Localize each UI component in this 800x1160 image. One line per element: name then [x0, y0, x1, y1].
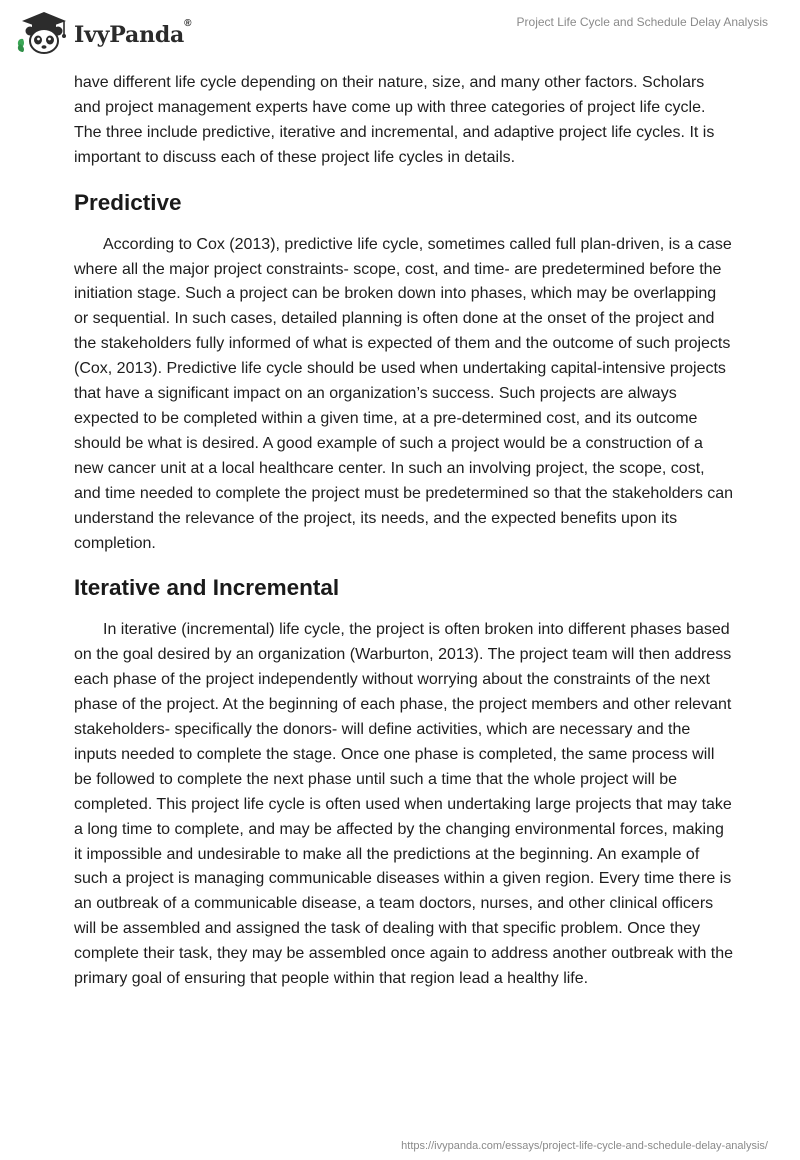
essay-content [74, 71, 734, 992]
registered-mark: ® [184, 18, 192, 29]
panda-graduate-icon [14, 8, 68, 58]
brand-name [74, 18, 192, 48]
ivypanda-logo[interactable] [14, 8, 191, 58]
section-heading-iterative: Iterative and Incremental [74, 575, 340, 601]
section-paragraph-iterative: In iterative (incremental) life cycle, the project is often broken into different phases based on the goal desired by an organization (Warburton, 2013). The project team will then address each phase of the project independently without worrying about the constraints of the next phase of the project. At the beginning of each phase, the project members and other relevant stakeholders- specifically the donors- will define activities, which are necessary and the inputs needed to complete the stage. Once one phase is completed, the same process will be followed to complete the next phase until such a time that the whole project will be completed. This project life cycle is often used when undertaking large projects that may take a long time to complete, and may be affected by the changing environmental forces, making it impossible and undesirable to make all the predictions at the beginning. An example of such a project is managing communicable diseases within a given region. Every time there is an outbreak of a communicable disease, a team doctors, nurses, and other clinical officers will be assembled and assigned the task of dealing with that specific problem. Once they complete their task, they may be assembled once again to address another outbreak with the primary goal of ensuring that people within that region lead a healthy life. [74, 621, 734, 988]
section-heading-predictive: Predictive [74, 189, 182, 215]
brand-label: IvyPanda [74, 22, 185, 48]
source-url[interactable]: https://ivypanda.com/essays/project-life-cycle-and-schedule-delay-analysis/ [401, 1140, 768, 1152]
section-paragraph-predictive: According to Cox (2013), predictive life cycle, sometimes called full plan-driven, is a case where all the major project constraints- scope, cost, and time- are predetermined before the initiation stage. Such a project can be broken down into phases, which may be overlapping or sequential. In such cases, detailed planning is often done at the onset of the project and the stakeholders fully informed of what is expected of them and the outcome of such projects (Cox, 2013). Predictive life cycle should be used when undertaking capital-intensive projects that have a significant impact on an organization’s success. Such projects are always expected to be completed within a given time, at a pre-determined cost, and its outcome should be what is desired. A good example of such a project would be a construction of a new cancer unit at a local healthcare center. In such an involving project, the scope, cost, and time needed to complete the project must be predetermined so that the stakeholders can understand the relevance of the project, its needs, and the expected benefits upon its completion. [74, 235, 734, 552]
document-title: Project Life Cycle and Schedule Delay Analysis [516, 15, 768, 29]
intro-paragraph: have different life cycle depending on their nature, size, and many other factors. Scholars and project management experts have come up with three categories of project life cycle. The three include predictive, iterative and incremental, and adaptive project life cycles. It is important to discuss each of these project life cycles in details. [74, 74, 715, 166]
page-header [0, 0, 800, 70]
